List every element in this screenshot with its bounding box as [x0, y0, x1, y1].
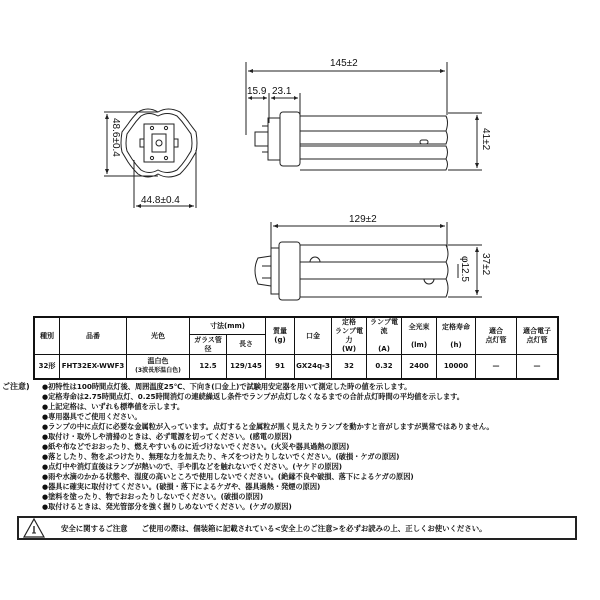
note-item: ● 専用器具でご使用ください。	[42, 412, 598, 422]
notes-list	[42, 382, 598, 512]
height-37-dim: 37±2	[480, 253, 491, 276]
th-ebal: 適合電子 点灯管	[517, 317, 559, 355]
th-color: 光色	[127, 317, 190, 355]
note-item: ● 器具に確実に取付けてください。(破損・落下によるケガや、器具過熱・発煙の原因)	[42, 482, 598, 492]
safety-text: ご使用の際は、個装箱に記載されている<安全上のご注意>を必ずお読みの上、正しくお使いください。	[141, 523, 487, 533]
th-flux: 全光束 (lm)	[402, 317, 437, 355]
note-item: ● 取付けるときは、発光管部分を強く握りしめないでください。(ケガの原因)	[42, 502, 598, 512]
cell-life: 10000	[437, 355, 476, 379]
note-item: ● 雨や水滴のかかる状態や、湿度の高いところで使用しないでください。(絶縁不良や破損、落下によるケガの原因)	[42, 472, 598, 482]
th-base: 口金	[295, 317, 332, 355]
cell-rated-power: 32	[332, 355, 367, 379]
safety-notice-box	[17, 516, 577, 540]
end-width-dim: 44.8±0.4	[141, 195, 180, 206]
length-145-dim: 145±2	[330, 58, 358, 69]
th-current: ランプ電流 (A)	[367, 317, 402, 355]
note-item: ● 紙や布などでおおったり、燃えやすいものに近づけないでください。(火災や器具過熱の原因)	[42, 442, 598, 452]
side-view-129	[255, 222, 482, 300]
note-item: ● 塗料を塗ったり、物でおおったりしないでください。(破損の原因)	[42, 492, 598, 502]
th-rated-power: 定格 ランプ電力 (W)	[332, 317, 367, 355]
note-item: ● 落としたり、物をぶつけたり、無理な力を加えたり、キズをつけたりしないでください。(破損・ケガの原因)	[42, 452, 598, 462]
th-length: 長さ	[227, 335, 266, 355]
th-dimensions: 寸法(mm)	[190, 317, 266, 335]
note-item: ● 取付け・取外しや清掃のときは、必ず電源を切ってください。(感電の原因)	[42, 432, 598, 442]
th-model: 品番	[60, 317, 127, 355]
warning-triangle-icon	[23, 518, 45, 538]
cell-base: GX24q-3	[295, 355, 332, 379]
note-item: ● 点灯中や消灯直後はランプが熱いので、手や肌などを触れないでください。(ヤケドの原因)	[42, 462, 598, 472]
th-ballast: 適合 点灯管	[476, 317, 517, 355]
spec-table	[33, 316, 559, 380]
safety-title: 安全に関するご注意	[61, 523, 128, 533]
th-life: 定格寿命 (h)	[437, 317, 476, 355]
note-item: ● 初特性は100時間点灯後、周囲温度25℃、下向き(口金上)で試験用安定器を用いて測定した時の値を示します。	[42, 382, 598, 392]
cell-color: 温白色 (3波長形温白色)	[127, 355, 190, 379]
th-glass-dia: ガラス管径	[190, 335, 227, 355]
note-item: ● 上記定格は、いずれも標準値を示します。	[42, 402, 598, 412]
side-view-145	[246, 62, 482, 170]
cell-model: FHT32EX-WWF3	[60, 355, 127, 379]
cell-current: 0.32	[367, 355, 402, 379]
th-type: 種別	[34, 317, 60, 355]
height-41-dim: 41±2	[480, 128, 491, 151]
base-dim: 23.1	[272, 86, 292, 97]
cell-mass: 91	[266, 355, 295, 379]
cell-length: 129/145	[227, 355, 266, 379]
cell-flux: 2400	[402, 355, 437, 379]
notes-heading: ご注意)	[2, 382, 30, 391]
note-item: ● ランプの中に点灯に必要な金属粒が入っています。点灯すると金属粒が黒く見えたりランプを動かすと音がしますが異常ではありません。	[42, 422, 598, 432]
note-item: ● 定格寿命は2.75時間点灯、0.25時間消灯の連続繰返し条件でランプが点灯しなくなるまでの合計点灯時間の平均値を示します。	[42, 392, 598, 402]
end-height-dim: 48.6±0.4	[110, 118, 121, 157]
length-129-dim: 129±2	[349, 214, 377, 225]
pin-dim: 15.9	[247, 86, 267, 97]
tube-dia-dim: φ12.5	[459, 256, 470, 282]
table-row	[34, 355, 558, 379]
cell-type: 32形	[34, 355, 60, 379]
cell-ebal: —	[517, 355, 559, 379]
th-mass: 質量 (g)	[266, 317, 295, 355]
cell-glass-dia: 12.5	[190, 355, 227, 379]
cell-ballast: —	[476, 355, 517, 379]
